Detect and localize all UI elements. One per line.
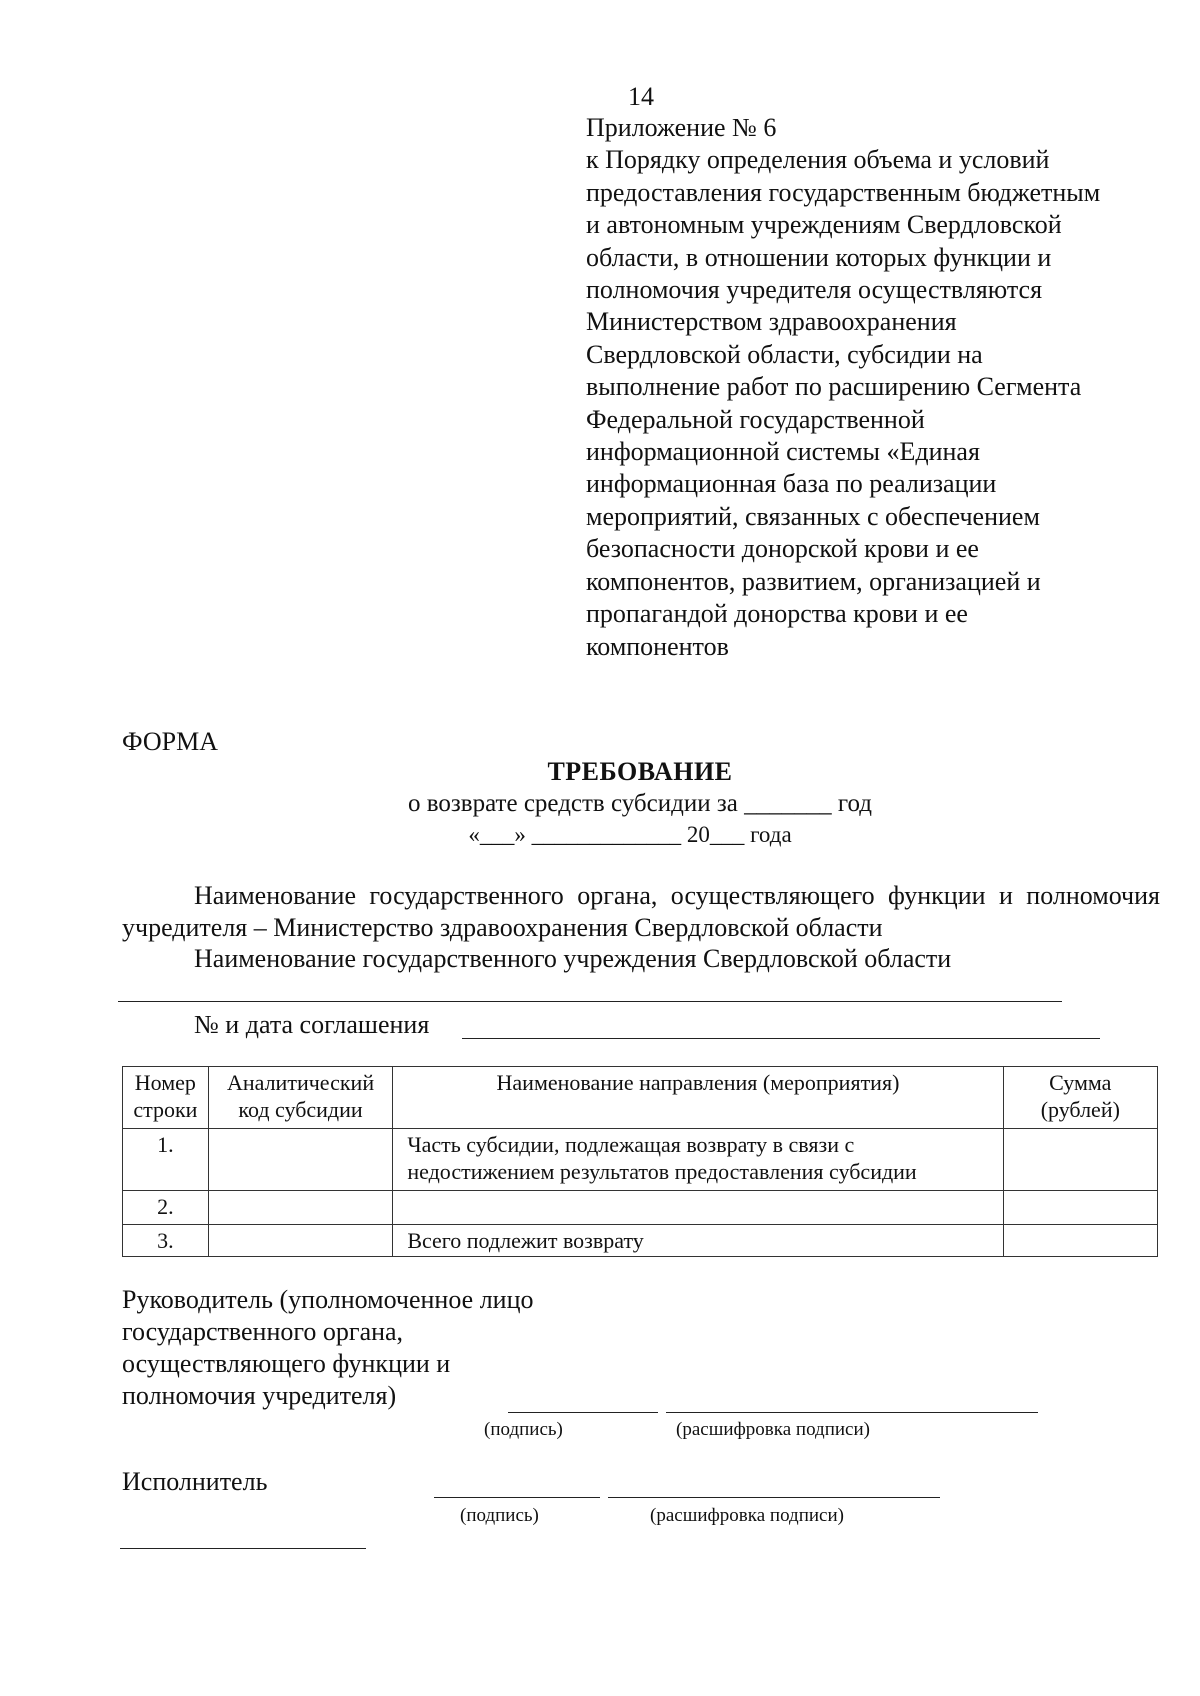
appendix-line: компонентов, развитием, организацией и xyxy=(586,566,1041,596)
page-number: 14 xyxy=(628,82,654,111)
appendix-line: информационной системы «Единая xyxy=(586,437,980,467)
head-sign-caption: (подпись) xyxy=(484,1419,563,1440)
head-signature-label xyxy=(122,1284,534,1412)
appendix-line: области, в отношении которых функции и xyxy=(586,242,1052,272)
appendix-line: полномочия учредителя осуществляются xyxy=(586,275,1043,305)
header-direction-name: Наименование направления (мероприятия) xyxy=(393,1067,1003,1129)
institution-name-label: Наименование государственного учреждения Свердловской области xyxy=(194,944,952,973)
head-decode-line xyxy=(666,1412,1038,1413)
header-sum: Сумма (рублей) xyxy=(1003,1067,1157,1129)
appendix-line: пропагандой донорства крови и ее xyxy=(586,599,968,629)
table-header-row xyxy=(123,1067,1158,1129)
appendix-line: Приложение № 6 xyxy=(586,113,777,142)
appendix-line: безопасности донорской крови и ее xyxy=(586,534,979,564)
head-label-line: полномочия учредителя) xyxy=(122,1381,397,1410)
table-row xyxy=(123,1129,1158,1191)
performer-name-blank xyxy=(120,1548,366,1549)
header-row-number: Номер строки xyxy=(123,1067,209,1129)
row-number: 2. xyxy=(123,1191,209,1225)
appendix-line: информационная база по реализации xyxy=(586,469,997,499)
agreement-blank xyxy=(462,1038,1100,1039)
head-label-line: государственного органа, xyxy=(122,1317,404,1346)
performer-decode-line xyxy=(608,1497,940,1498)
head-label-line: Руководитель (уполномоченное лицо xyxy=(122,1285,534,1314)
document-title: ТРЕБОВАНИЕ xyxy=(547,757,733,786)
document-subtitle: о возврате средств субсидии за _______ год xyxy=(408,790,872,817)
appendix-line: предоставления государственным бюджетным xyxy=(586,177,1101,207)
row-sum xyxy=(1003,1129,1157,1191)
form-label: ФОРМА xyxy=(122,727,218,756)
row-code xyxy=(208,1129,393,1191)
performer-signature-line xyxy=(434,1497,600,1498)
row-name xyxy=(393,1191,1003,1225)
header-analytic-code: Аналитический код субсидии xyxy=(208,1067,393,1129)
appendix-line: Федеральной государственной xyxy=(586,404,925,434)
row-code xyxy=(208,1191,393,1225)
appendix-line: и автономным учреждениям Свердловской xyxy=(586,210,1062,240)
founder-organ-paragraph: Наименование государственного органа, осуществляющего функции и полномочия учредителя – Министерство здравоохранения Свердловской области xyxy=(122,881,1160,942)
institution-name-blank xyxy=(118,1001,1062,1002)
appendix-block xyxy=(586,112,1156,663)
head-signature-line xyxy=(508,1412,658,1413)
appendix-line: к Порядку определения объема и условий xyxy=(586,145,1050,175)
row-code xyxy=(208,1225,393,1257)
head-label-line: осуществляющего функции и xyxy=(122,1349,451,1378)
row-sum xyxy=(1003,1225,1157,1257)
refund-table xyxy=(122,1066,1158,1257)
row-sum xyxy=(1003,1191,1157,1225)
appendix-line: мероприятий, связанных с обеспечением xyxy=(586,501,1040,531)
row-number: 3. xyxy=(123,1225,209,1257)
performer-decode-caption: (расшифровка подписи) xyxy=(650,1505,844,1526)
document-date-line: «___» _____________ 20___ года xyxy=(468,822,792,847)
appendix-line: Свердловской области, субсидии на xyxy=(586,339,983,369)
row-number: 1. xyxy=(123,1129,209,1191)
head-decode-caption: (расшифровка подписи) xyxy=(676,1419,870,1440)
performer-sign-caption: (подпись) xyxy=(460,1505,539,1526)
appendix-line: выполнение работ по расширению Сегмента xyxy=(586,372,1082,402)
row-name: Всего подлежит возврату xyxy=(393,1225,1003,1257)
table-row xyxy=(123,1225,1158,1257)
appendix-line: Министерством здравоохранения xyxy=(586,307,957,337)
row-name: Часть субсидии, подлежащая возврату в связи с недостижением результатов предоставления субсидии xyxy=(393,1129,1003,1191)
table-row xyxy=(123,1191,1158,1225)
appendix-line: компонентов xyxy=(586,631,729,661)
performer-label: Исполнитель xyxy=(122,1467,268,1496)
agreement-label: № и дата соглашения xyxy=(194,1010,430,1039)
